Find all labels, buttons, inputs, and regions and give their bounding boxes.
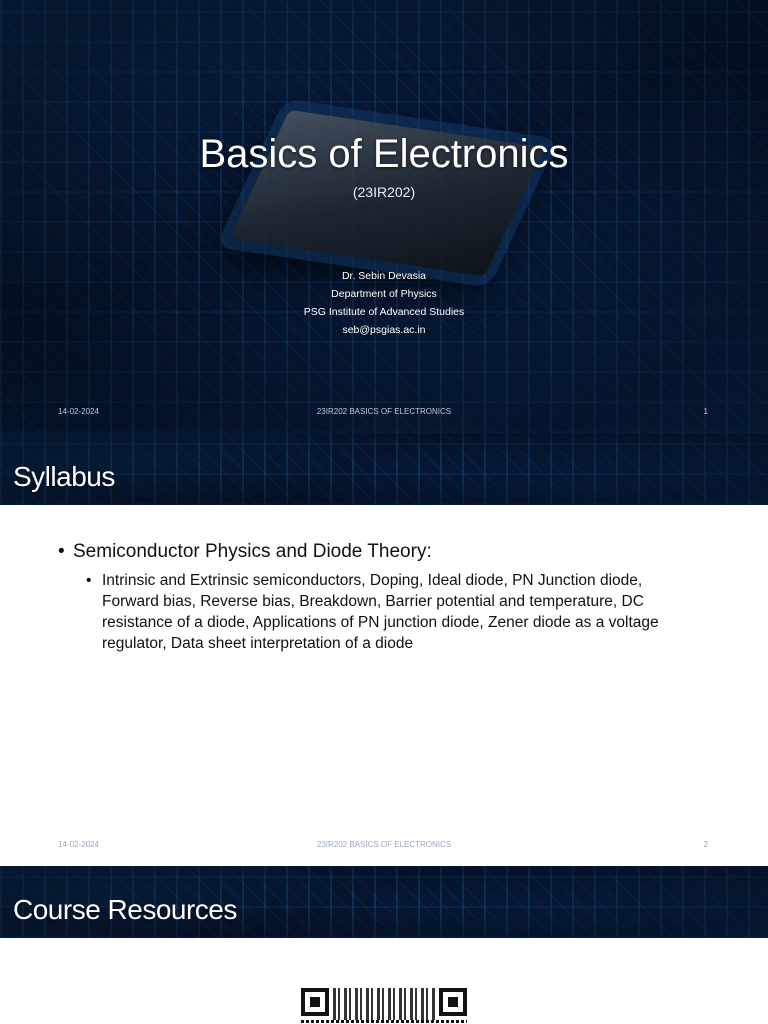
qr-finder-pattern [439, 988, 467, 1016]
author-name: Dr. Sebin Devasia [341, 270, 427, 282]
author-department: Department of Physics [331, 288, 437, 300]
presentation-title: Basics of Electronics [199, 132, 569, 176]
author-institute: PSG Institute of Advanced Studies [303, 306, 465, 318]
bullet-icon: • [86, 572, 92, 589]
slide-footer [0, 840, 768, 854]
footer-course: 23IR202 BASICS OF ELECTRONICS [316, 407, 452, 416]
author-email: seb@psgias.ac.in [342, 324, 426, 336]
course-resources-slide [0, 866, 768, 1024]
slide-header-band [0, 866, 768, 938]
footer-date: 14-02-2024 [58, 407, 99, 416]
bullet-text: Semiconductor Physics and Diode Theory: [73, 541, 432, 562]
qr-modules-row [301, 1020, 467, 1023]
footer-date: 14-02-2024 [58, 840, 99, 849]
slide-number: 1 [703, 407, 708, 416]
qr-code-icon [300, 984, 468, 1024]
qr-modules [333, 988, 435, 1020]
slide-title: Course Resources [13, 894, 237, 925]
qr-finder-pattern [301, 988, 329, 1016]
slide-title: Syllabus [13, 461, 115, 492]
syllabus-slide [0, 433, 768, 866]
slide-number: 2 [703, 840, 708, 849]
author-block [0, 267, 768, 339]
sub-bullet-text: Intrinsic and Extrinsic semiconductors, Doping, Ideal diode, PN Junction diode, Forward bias, Reverse bias, Breakdown, Barrier potential and temperature, DC resistance of a diode, Applications of PN junction diode, Zener diode as a voltage regulator, Data sheet interpretation of a diode [102, 572, 659, 652]
title-slide [0, 0, 768, 433]
footer-course: 23IR202 BASICS OF ELECTRONICS [316, 840, 452, 849]
bullet-icon: • [58, 541, 65, 562]
slide-header-band [0, 433, 768, 505]
course-code: (23IR202) [352, 184, 416, 200]
slide-footer [0, 407, 768, 421]
